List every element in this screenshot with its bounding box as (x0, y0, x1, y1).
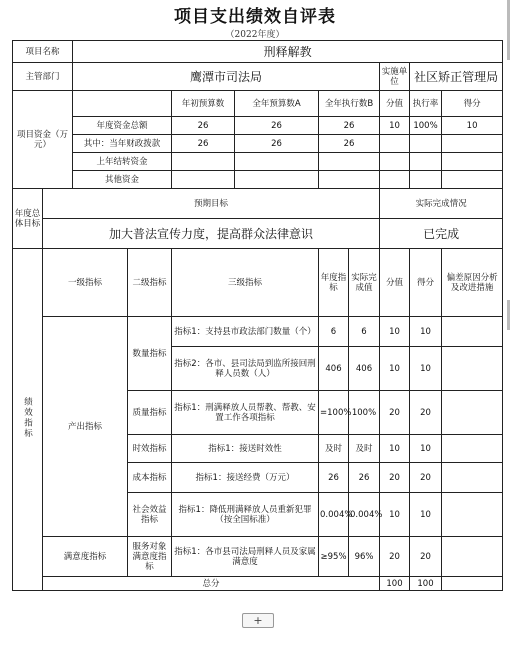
perf-actual: 100% (349, 391, 380, 435)
goals-header-row (13, 189, 503, 219)
funds-cell: 10 (380, 117, 410, 135)
funds-section-label: 项目资金（万元） (13, 91, 73, 189)
funds-row (13, 117, 503, 135)
expected-goal: 加大普法宣传力度，提高群众法律意识 (43, 219, 380, 249)
perf-row (13, 317, 503, 347)
funds-row (13, 135, 503, 153)
funds-cell (319, 153, 380, 171)
perf-target: 26 (319, 463, 349, 493)
perf-got: 10 (410, 493, 442, 537)
perf-l1: 产出指标 (43, 317, 128, 537)
perf-got: 20 (410, 537, 442, 577)
perf-score: 10 (380, 435, 410, 463)
funds-header-row (13, 91, 503, 117)
perf-got: 20 (410, 463, 442, 493)
perf-section-label: 绩效指标 (22, 397, 33, 439)
perf-score: 20 (380, 463, 410, 493)
perf-got: 10 (410, 435, 442, 463)
perf-target: 6 (319, 317, 349, 347)
funds-row (13, 171, 503, 189)
perf-score: 10 (380, 317, 410, 347)
funds-cell (410, 171, 442, 189)
perf-got: 10 (410, 347, 442, 391)
perf-header-row (13, 249, 503, 317)
perf-note (442, 435, 503, 463)
perf-note (442, 317, 503, 347)
funds-cell (172, 171, 235, 189)
total-label: 总分 (43, 577, 380, 591)
perf-actual: 及时 (349, 435, 380, 463)
perf-l2: 质量指标 (128, 391, 172, 435)
perf-score: 20 (380, 537, 410, 577)
department-row (13, 63, 503, 91)
perf-l3: 指标1：刑满释放人员帮教、帮教、安置工作各项指标 (172, 391, 319, 435)
perf-note (442, 493, 503, 537)
perf-l2: 时效指标 (128, 435, 172, 463)
funds-cell: 26 (319, 117, 380, 135)
funds-cell: 26 (172, 117, 235, 135)
funds-row-label: 年度资金总额 (73, 117, 172, 135)
implementer-value: 社区矫正管理局 (410, 63, 503, 91)
implementer-label: 实施单位 (380, 63, 410, 91)
perf-got: 10 (410, 317, 442, 347)
page-subtitle: （2022年度） (225, 30, 285, 40)
perf-actual: 406 (349, 347, 380, 391)
funds-cell: 26 (235, 135, 319, 153)
funds-cell (380, 153, 410, 171)
funds-cell (410, 153, 442, 171)
project-name-value: 刑释解教 (73, 41, 503, 63)
funds-cell (442, 135, 503, 153)
perf-header: 偏差原因分析及改进措施 (442, 249, 503, 317)
page-title: 项目支出绩效自评表 (174, 7, 336, 27)
perf-actual: 0.004% (349, 493, 380, 537)
funds-row-label: 其他资金 (73, 171, 172, 189)
goals-row (13, 219, 503, 249)
perf-l2: 社会效益指标 (128, 493, 172, 537)
perf-header: 得分 (410, 249, 442, 317)
perf-row (13, 537, 503, 577)
perf-got: 20 (410, 391, 442, 435)
funds-cell (380, 171, 410, 189)
goals-label: 年度总体目标 (13, 189, 43, 249)
funds-row (13, 153, 503, 171)
perf-l3: 指标1：降低刑满释放人员重新犯罪（按全国标准） (172, 493, 319, 537)
project-name-row (13, 41, 503, 63)
perf-header: 三级指标 (172, 249, 319, 317)
perf-header: 分值 (380, 249, 410, 317)
funds-cell: 10 (442, 117, 503, 135)
perf-header: 实际完成值 (349, 249, 380, 317)
perf-l3: 指标1：接送经费（万元） (172, 463, 319, 493)
funds-cell: 100% (410, 117, 442, 135)
perf-note (442, 463, 503, 493)
funds-cell: 26 (319, 135, 380, 153)
funds-cell (172, 153, 235, 171)
actual-result-label: 实际完成情况 (380, 189, 503, 219)
perf-score: 20 (380, 391, 410, 435)
funds-cell (319, 171, 380, 189)
perf-header: 二级指标 (128, 249, 172, 317)
perf-l2: 服务对象满意度指标 (128, 537, 172, 577)
perf-actual: 26 (349, 463, 380, 493)
perf-l2: 数量指标 (128, 317, 172, 391)
funds-cell: 26 (172, 135, 235, 153)
funds-cell (410, 135, 442, 153)
actual-result: 已完成 (380, 219, 503, 249)
project-name-label: 项目名称 (13, 41, 73, 63)
total-row (13, 577, 503, 591)
funds-row-label: 其中：当年财政拨款 (73, 135, 172, 153)
funds-header: 执行率 (410, 91, 442, 117)
funds-cell (380, 135, 410, 153)
department-value: 鹰潭市司法局 (73, 63, 380, 91)
add-row-button[interactable]: + (242, 613, 274, 628)
funds-row-label: 上年结转资金 (73, 153, 172, 171)
perf-target: 406 (319, 347, 349, 391)
funds-header-blank (73, 91, 172, 117)
perf-l3: 指标1：各市县司法局刑释人员及家属满意度 (172, 537, 319, 577)
funds-header: 全年执行数B (319, 91, 380, 117)
funds-cell (235, 171, 319, 189)
expected-goal-label: 预期目标 (43, 189, 380, 219)
funds-header: 得分 (442, 91, 503, 117)
perf-actual: 6 (349, 317, 380, 347)
evaluation-table (12, 40, 503, 591)
funds-header: 分值 (380, 91, 410, 117)
total-note (442, 577, 503, 591)
perf-target: =100% (319, 391, 349, 435)
perf-note (442, 391, 503, 435)
perf-header: 一级指标 (43, 249, 128, 317)
perf-l3: 指标1：接送时效性 (172, 435, 319, 463)
perf-l3: 指标2：各市、县司法局到监所接回刑释人员数（人） (172, 347, 319, 391)
perf-note (442, 537, 503, 577)
perf-score: 10 (380, 493, 410, 537)
funds-cell (442, 153, 503, 171)
total-score: 100 (380, 577, 410, 591)
perf-target: ≥95% (319, 537, 349, 577)
perf-note (442, 347, 503, 391)
perf-l1: 满意度指标 (43, 537, 128, 577)
department-label: 主管部门 (13, 63, 73, 91)
perf-actual: 96% (349, 537, 380, 577)
funds-cell: 26 (235, 117, 319, 135)
perf-target: 0.004% (319, 493, 349, 537)
perf-l2: 成本指标 (128, 463, 172, 493)
perf-score: 10 (380, 347, 410, 391)
funds-header: 年初预算数 (172, 91, 235, 117)
funds-cell (235, 153, 319, 171)
perf-section-cell (13, 249, 43, 591)
perf-l3: 指标1：支持县市政法部门数量（个） (172, 317, 319, 347)
perf-target: 及时 (319, 435, 349, 463)
funds-cell (442, 171, 503, 189)
total-got: 100 (410, 577, 442, 591)
funds-header: 全年预算数A (235, 91, 319, 117)
perf-header: 年度指标 (319, 249, 349, 317)
